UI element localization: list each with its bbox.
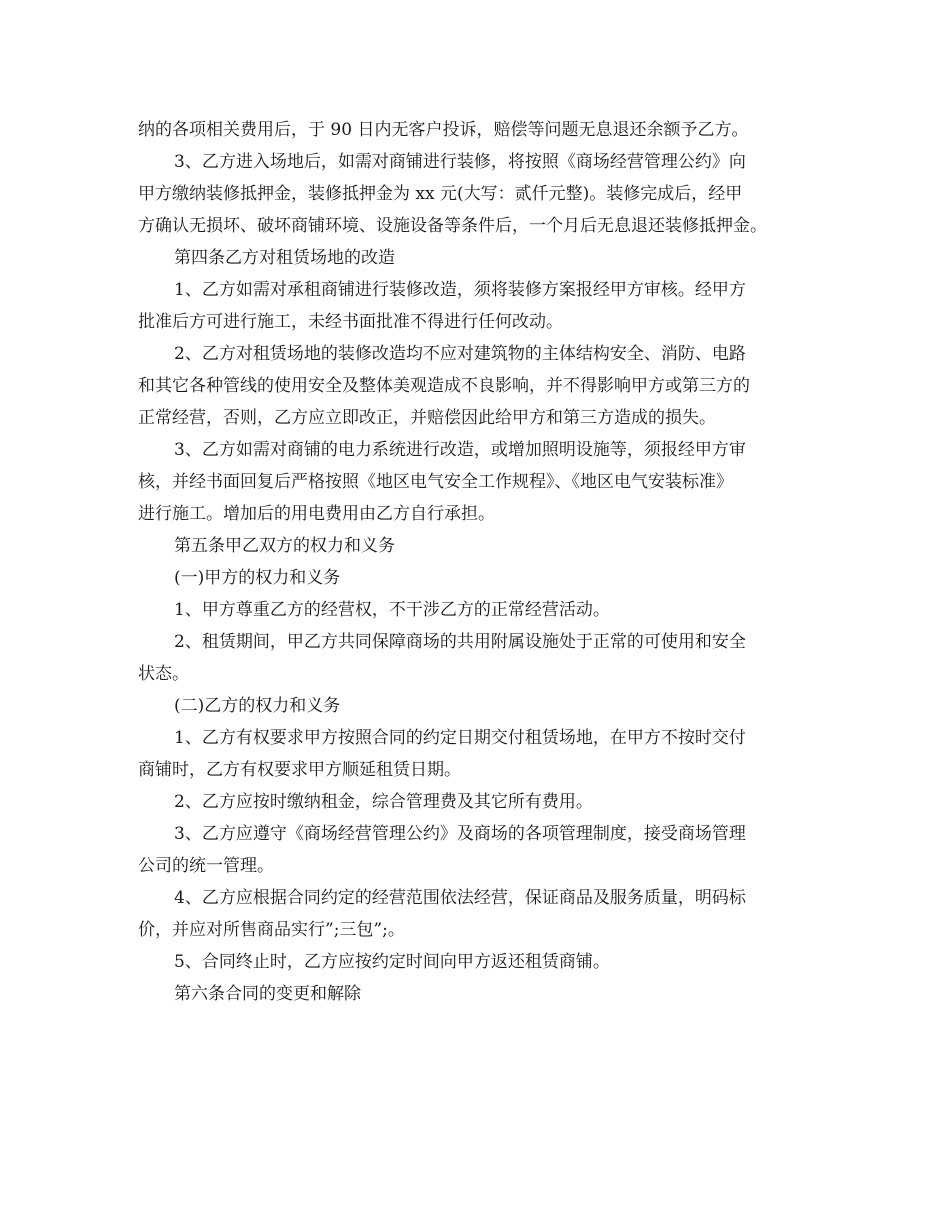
text-line: (二)乙方的权力和义务	[174, 696, 341, 716]
text-line: 2、租赁期间，甲乙方共同保障商场的共用附属设施处于正常的可使用和安全	[174, 632, 746, 652]
text-line: 2、乙方应按时缴纳租金，综合管理费及其它所有费用。	[174, 792, 593, 812]
text-line: 公司的统一管理。	[138, 856, 274, 876]
text-line: 进行施工。增加后的用电费用由乙方自行承担。	[138, 504, 495, 524]
text-line: (一)甲方的权力和义务	[174, 568, 341, 588]
text-line: 第五条甲乙双方的权力和义务	[174, 536, 395, 556]
text-line: 甲方缴纳装修抵押金，装修抵押金为 xx 元(大写：贰仟元整)。装修完成后，经甲	[138, 184, 743, 204]
text-line: 1、乙方如需对承租商铺进行装修改造，须将装修方案报经甲方审核。经甲方	[174, 280, 746, 300]
document-body	[138, 114, 818, 1010]
text-line: 纳的各项相关费用后，于 90 日内无客户投诉，赔偿等问题无息退还余额予乙方。	[138, 120, 749, 140]
text-line: 1、甲方尊重乙方的经营权，不干涉乙方的正常经营活动。	[174, 600, 610, 620]
text-line: 3、乙方应遵守《商场经营管理公约》及商场的各项管理制度，接受商场管理	[174, 824, 746, 844]
text-line: 第六条合同的变更和解除	[174, 984, 361, 1004]
text-line: 5、合同终止时，乙方应按约定时间向甲方返还租赁商铺。	[174, 952, 610, 972]
text-line: 批准后方可进行施工，未经书面批准不得进行任何改动。	[138, 312, 563, 332]
text-line: 2、乙方对租赁场地的装修改造均不应对建筑物的主体结构安全、消防、电路	[174, 344, 746, 364]
text-line: 正常经营，否则，乙方应立即改正，并赔偿因此给甲方和第三方造成的损失。	[138, 408, 716, 428]
text-line: 和其它各种管线的使用安全及整体美观造成不良影响，并不得影响甲方或第三方的	[138, 376, 750, 396]
text-line: 1、乙方有权要求甲方按照合同的约定日期交付租赁场地，在甲方不按时交付	[174, 728, 746, 748]
text-line: 核，并经书面回复后严格按照《地区电气安全工作规程》、《地区电气安装标准》	[138, 472, 733, 492]
text-line: 商铺时，乙方有权要求甲方顺延租赁日期。	[138, 760, 461, 780]
text-line: 价，并应对所售商品实行”;三包”;。	[138, 920, 405, 940]
text-line: 3、乙方进入场地后，如需对商铺进行装修，将按照《商场经营管理公约》向	[174, 152, 746, 172]
text-line: 4、乙方应根据合同约定的经营范围依法经营，保证商品及服务质量，明码标	[174, 888, 746, 908]
text-line: 状态。	[138, 664, 189, 684]
text-line: 第四条乙方对租赁场地的改造	[174, 248, 395, 268]
text-line: 方确认无损坏、破坏商铺环境、设施设备等条件后，一个月后无息退还装修抵押金。	[138, 216, 767, 236]
text-line: 3、乙方如需对商铺的电力系统进行改造，或增加照明设施等，须报经甲方审	[174, 440, 746, 460]
